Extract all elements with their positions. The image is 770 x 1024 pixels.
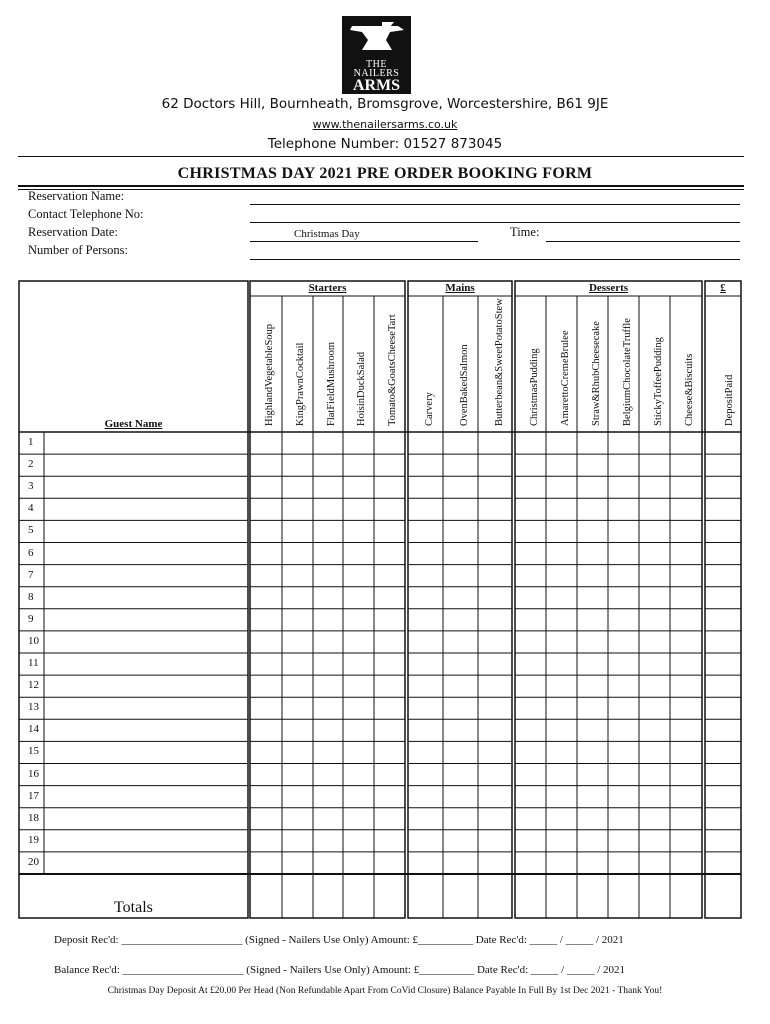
contact-telephone-label: Contact Telephone No: [28,207,144,221]
group-header-mains: Mains [445,282,475,294]
address: 62 Doctors Hill, Bournheath, Bromsgrove, Worcestershire, B61 9JE [161,96,609,112]
row-number: 1 [28,436,34,448]
row-number: 6 [28,546,34,559]
row-number: 19 [28,833,39,846]
group-header-desserts: Desserts [588,282,629,294]
col-header-starter: HoisinDuckSalad [356,351,367,426]
reservation-date-label: Reservation Date: [28,225,118,239]
number-of-persons-label: Number of Persons: [28,243,128,257]
col-header-dessert: StickyToffeePudding [653,337,664,426]
deposit-note: Christmas Day Deposit At £20.00 Per Head (Non Refundable Apart From CoVid Closure) Balance Payable In Full By 1st Dec 2021 - Thank You! [107,986,663,996]
logo-text-arms: ARMS [352,77,401,94]
col-header-main: Butterbean&SweetPotatoStew [494,298,505,426]
row-number: 8 [28,590,34,603]
row-number: 13 [28,701,39,714]
row-number: 18 [28,811,39,824]
row-number: 10 [28,634,39,647]
guest-name-header: Guest Name [104,418,163,430]
row-number: 4 [28,502,34,515]
balance-received-line: Balance Rec'd: ______________________ (Signed - Nailers Use Only) Amount: £__________ Date Rec'd: _____ / _____ / 2021 [54,964,626,976]
website-link[interactable]: www.thenailersarms.co.uk [312,118,458,131]
col-header-dessert: ChristmasPudding [529,348,540,426]
totals-label: Totals [114,899,153,916]
row-number: 11 [28,657,39,669]
row-number: 3 [28,480,34,493]
row-number: 14 [28,723,39,736]
col-header-dessert: AmarettoCremeBrulee [560,330,571,426]
row-number: 12 [28,679,39,692]
row-number: 20 [28,855,39,868]
deposit-received-line: Deposit Rec'd: ______________________ (Signed - Nailers Use Only) Amount: £__________ Date Rec'd: _____ / _____ / 2021 [54,934,624,946]
row-number: 16 [28,767,39,780]
row-number: 5 [28,524,34,537]
col-header-starter: HighlandVegetableSoup [264,323,275,426]
col-header-dessert: BelgiumChocolateTruffle [622,318,633,426]
logo-text-the: THE [366,59,387,70]
reservation-name-label: Reservation Name: [28,189,125,203]
logo-text-nailers: NAILERS [353,68,400,79]
row-number: 15 [28,745,39,758]
col-header-main: Carvery [424,392,435,426]
page-title: CHRISTMAS DAY 2021 PRE ORDER BOOKING FORM [177,165,593,182]
col-header-starter: FlatFieldMushroom [326,341,337,426]
row-number: 7 [28,568,34,581]
reservation-date-value: Christmas Day [294,228,360,240]
col-header-main: OvenBakedSalmon [459,344,470,426]
telephone: Telephone Number: 01527 873045 [267,136,503,152]
group-header-deposit: £ [720,282,726,294]
time-label: Time: [510,225,540,239]
row-number: 17 [28,789,39,802]
col-header-starter: Tomato&GoatsCheeseTart [387,314,398,426]
col-header-deposit: DepositPaid [724,374,735,426]
col-header-dessert: Cheese&Biscuits [684,353,695,426]
col-header-dessert: Straw&RhubCheesecake [591,321,602,426]
col-header-starter: KingPrawnCocktail [295,342,306,426]
group-header-starters: Starters [308,282,347,294]
row-number: 9 [28,612,34,625]
row-number: 2 [28,458,34,471]
